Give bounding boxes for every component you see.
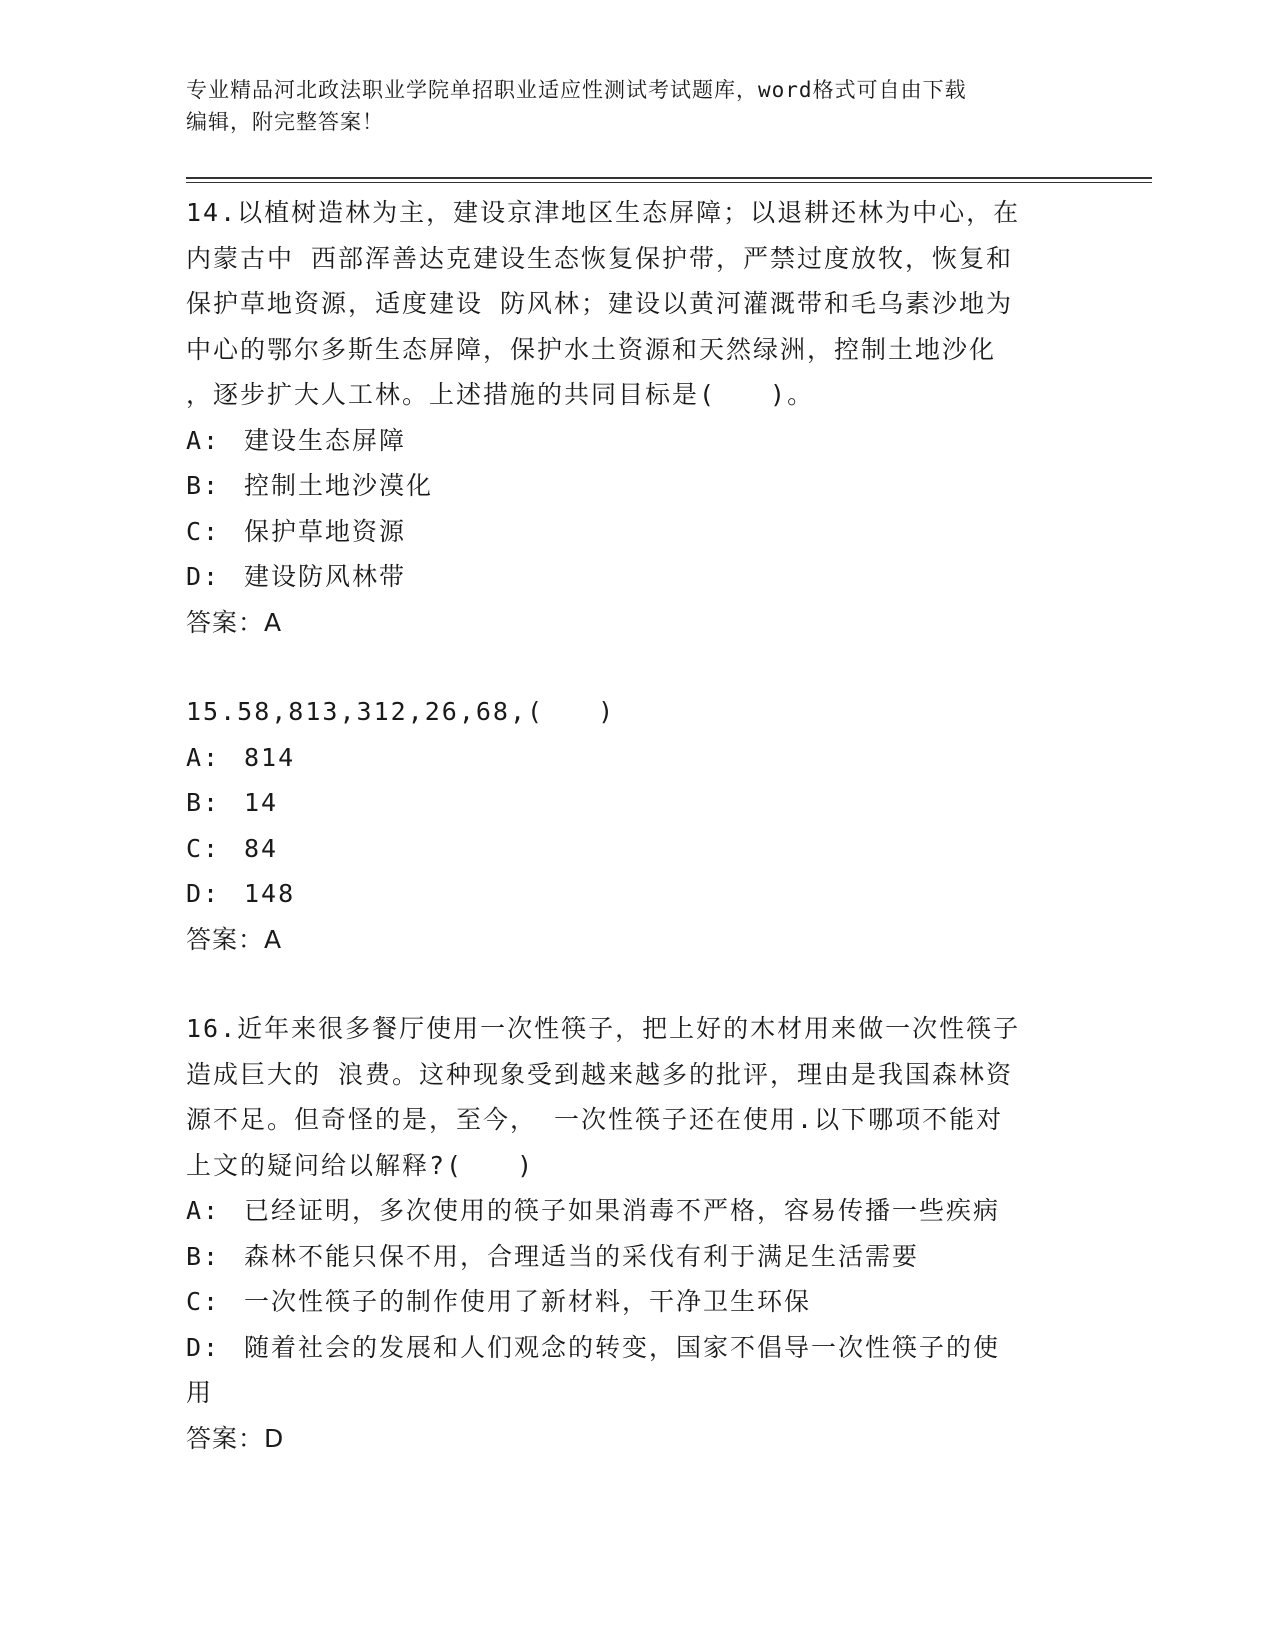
document-header xyxy=(186,74,1086,138)
option-b xyxy=(186,463,1086,509)
option-b xyxy=(186,780,1086,826)
option-letter: A: xyxy=(186,1196,221,1225)
question-stem-line: 造成巨大的 浪费。这种现象受到越来越多的批评，理由是我国森林资 xyxy=(186,1059,1014,1089)
header-divider-thick xyxy=(186,177,1152,179)
option-letter: B: xyxy=(186,1241,221,1271)
option-d xyxy=(186,871,1086,917)
question-stem-line: ，逐步扩大人工林。上述措施的共同目标是( )。 xyxy=(186,380,815,409)
question-stem-line: 16.近年来很多餐厅使用一次性筷子，把上好的木材用来做一次性筷子 xyxy=(186,1014,1021,1043)
option-letter: B: xyxy=(186,471,221,500)
header-line-2: 编辑，附完整答案！ xyxy=(186,110,384,134)
question-16 xyxy=(186,1006,1086,1461)
option-text: 森林不能只保不用，合理适当的采伐有利于满足生活需要 xyxy=(244,1241,920,1271)
question-14 xyxy=(186,190,1086,645)
option-text: 14 xyxy=(244,788,279,817)
option-letter: C: xyxy=(186,833,221,863)
option-letter: A: xyxy=(186,742,221,772)
header-line-1: 专业精品河北政法职业学院单招职业适应性测试考试题库，word格式可自由下载 xyxy=(186,78,967,102)
option-letter: B: xyxy=(186,788,221,817)
question-stem-line: 上文的疑问给以解释?( ) xyxy=(186,1150,535,1180)
option-letter: D: xyxy=(186,1332,221,1362)
question-list xyxy=(186,190,1086,1505)
option-text: 814 xyxy=(244,742,296,772)
answer-label: 答案：A xyxy=(186,607,283,637)
option-letter: D: xyxy=(186,562,221,591)
option-continuation: 用 xyxy=(186,1378,214,1407)
question-stem-line: 15.58,813,312,26,68,( ) xyxy=(186,697,616,726)
option-text: 建设防风林带 xyxy=(244,562,407,591)
option-letter: A: xyxy=(186,425,221,455)
option-a xyxy=(186,1188,1086,1234)
option-letter: C: xyxy=(186,1287,221,1316)
option-d xyxy=(186,554,1086,600)
option-text: 一次性筷子的制作使用了新材料，干净卫生环保 xyxy=(244,1287,812,1316)
answer-label: 答案：A xyxy=(186,924,283,954)
option-text: 随着社会的发展和人们观念的转变，国家不倡导一次性筷子的使 xyxy=(244,1332,1001,1362)
question-stem-line: 源不足。但奇怪的是，至今， 一次性筷子还在使用.以下哪项不能对 xyxy=(186,1105,1004,1134)
option-a xyxy=(186,418,1086,464)
option-c xyxy=(186,1279,1086,1325)
option-text: 已经证明，多次使用的筷子如果消毒不严格，容易传播一些疾病 xyxy=(244,1196,1001,1225)
option-text: 控制土地沙漠化 xyxy=(244,471,434,500)
header-divider-thin xyxy=(186,182,1152,183)
question-stem-line: 保护草地资源，适度建设 防风林；建设以黄河灌溉带和毛乌素沙地为 xyxy=(186,289,1014,318)
question-15 xyxy=(186,689,1086,962)
option-letter: D: xyxy=(186,879,221,908)
question-stem-line: 内蒙古中 西部浑善达克建设生态恢复保护带，严禁过度放牧，恢复和 xyxy=(186,243,1014,273)
option-text: 建设生态屏障 xyxy=(244,425,407,455)
answer-label: 答案：D xyxy=(186,1423,285,1453)
option-text: 保护草地资源 xyxy=(244,516,407,546)
option-c xyxy=(186,509,1086,555)
question-stem-line: 中心的鄂尔多斯生态屏障，保护水土资源和天然绿洲，控制土地沙化 xyxy=(186,334,997,364)
option-text: 148 xyxy=(244,879,296,908)
option-b xyxy=(186,1234,1086,1280)
option-c xyxy=(186,826,1086,872)
option-a xyxy=(186,735,1086,781)
question-stem-line: 14.以植树造林为主，建设京津地区生态屏障；以退耕还林为中心，在 xyxy=(186,198,1021,227)
option-letter: C: xyxy=(186,516,221,546)
option-text: 84 xyxy=(244,833,279,863)
option-d xyxy=(186,1325,1086,1371)
